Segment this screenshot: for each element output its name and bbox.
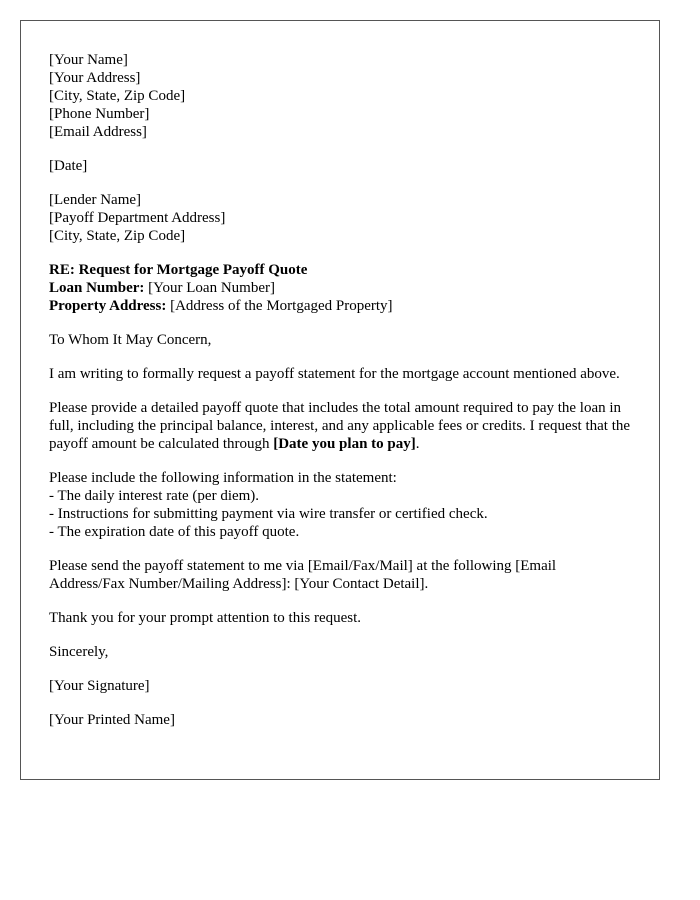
- subject-block: [49, 261, 631, 315]
- list-item: - The daily interest rate (per diem).: [49, 488, 260, 504]
- payoff-date-placeholder: [Date you plan to pay]: [273, 436, 416, 452]
- lender-name: [Lender Name]: [49, 192, 142, 208]
- payoff-details-end: .: [415, 436, 420, 452]
- salutation: To Whom It May Concern,: [49, 332, 212, 348]
- info-request-block: [49, 469, 631, 541]
- date-block: [49, 157, 631, 175]
- sender-email: [Email Address]: [49, 124, 147, 140]
- property-address-line: [49, 297, 631, 315]
- letter-date: [Date]: [49, 158, 88, 174]
- closing: Sincerely,: [49, 644, 109, 660]
- sender-city-state-zip: [City, State, Zip Code]: [49, 88, 186, 104]
- info-request-intro: Please include the following information in the statement:: [49, 470, 397, 486]
- paragraph-request: I am writing to formally request a payoff statement for the mortgage account mentioned above.: [49, 366, 620, 382]
- list-item: - Instructions for submitting payment via wire transfer or certified check.: [49, 506, 488, 522]
- letter-page: [20, 20, 660, 780]
- loan-number-value: [Your Loan Number]: [144, 280, 275, 296]
- paragraph-delivery: Please send the payoff statement to me via [Email/Fax/Mail] at the following [Email Address/Fax Number/Mailing Address]: [Your Contact Detail].: [49, 558, 557, 592]
- paragraph-thanks: Thank you for your prompt attention to this request.: [49, 610, 362, 626]
- payoff-details-text: Please provide a detailed payoff quote that includes the total amount required to pay the loan in full, including the principal balance, interest, and any applicable fees or credits. I request that the payoff amount be calculated through: [49, 400, 631, 452]
- sender-name: [Your Name]: [49, 52, 128, 68]
- sender-phone: [Phone Number]: [49, 106, 150, 122]
- recipient-city-state-zip: [City, State, Zip Code]: [49, 228, 186, 244]
- signature: [Your Signature]: [49, 678, 150, 694]
- department-address: [Payoff Department Address]: [49, 210, 226, 226]
- loan-number-line: [49, 279, 631, 297]
- paragraph-payoff-details: [49, 399, 631, 453]
- sender-block: [49, 51, 631, 141]
- printed-name: [Your Printed Name]: [49, 712, 175, 728]
- list-item: - The expiration date of this payoff quote.: [49, 524, 300, 540]
- property-address-label: Property Address:: [49, 298, 167, 314]
- re-line-text: RE: Request for Mortgage Payoff Quote: [49, 262, 308, 278]
- loan-number-label: Loan Number:: [49, 280, 145, 296]
- recipient-block: [49, 191, 631, 245]
- sender-address: [Your Address]: [49, 70, 141, 86]
- re-line: [49, 261, 631, 279]
- property-address-value: [Address of the Mortgaged Property]: [166, 298, 393, 314]
